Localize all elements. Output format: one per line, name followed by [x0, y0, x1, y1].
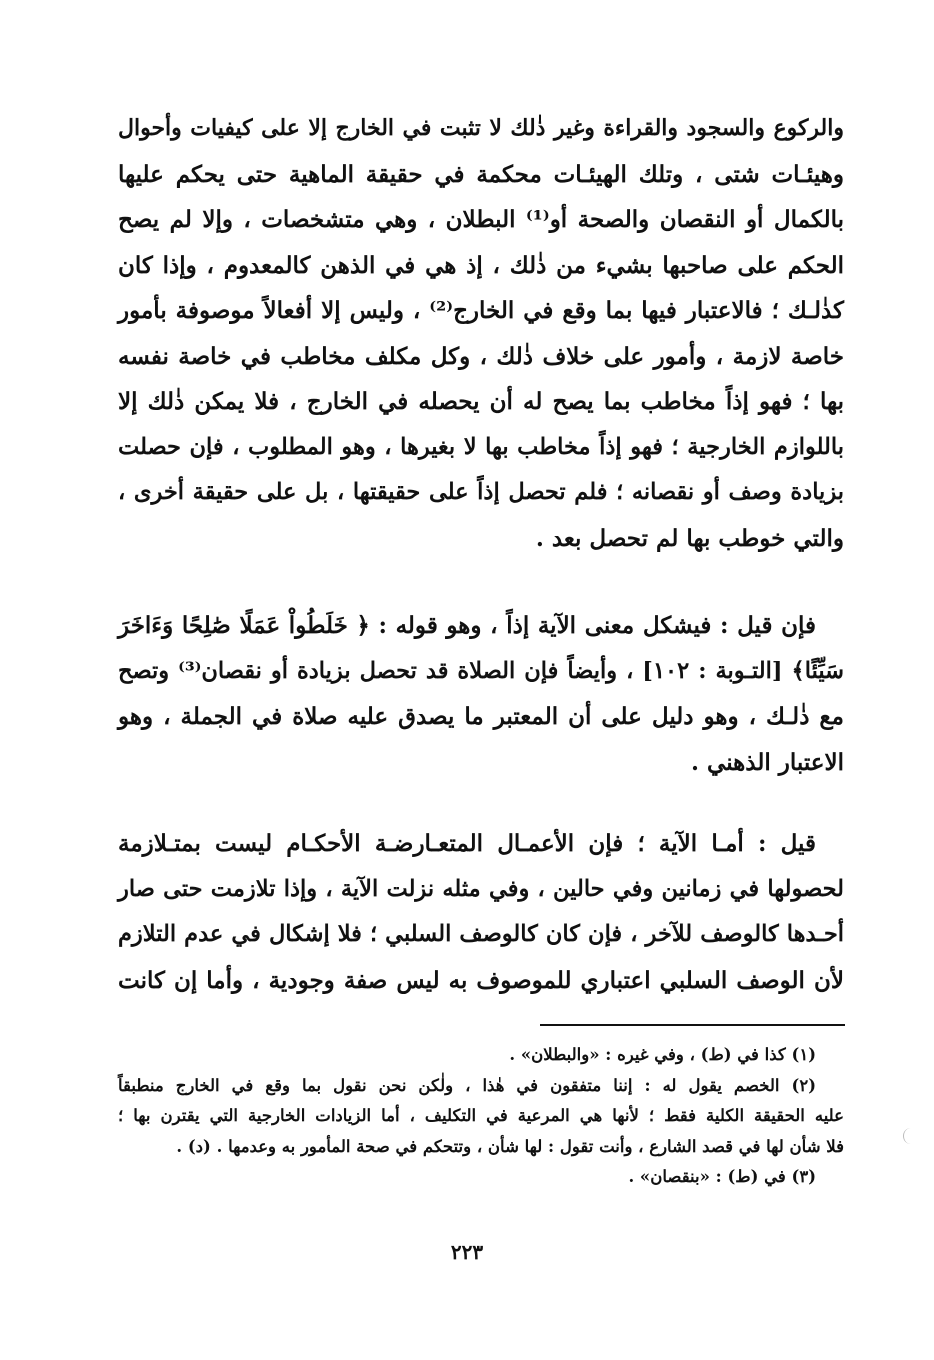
paragraph-1: [118, 106, 844, 561]
text-line: بها ؛ فهو إذاً مخاطب بما يصح له أن يحصله في الخارج ، فلا يمكن ذٰلك إلا: [118, 388, 844, 415]
footnote-divider: [540, 1024, 845, 1026]
text-line: كذٰلـك ؛ فالاعتبار فيها بما وقع في الخارج⁽²⁾ ، وليس إلا أفعالاً موصوفة بأمور: [118, 297, 845, 324]
text-line: لحصولها في زمانين وفي حالين ، وفي مثله نزلت الآية ، وإذا تلازمت حتى صار: [118, 875, 844, 902]
text-line: فإن قيل : فيشكل معنى الآية إذاً ، وهو قوله : ﴿ خَلَطُواْ عَمَلًا صَٰلِحًا وَءَاخَرَ: [118, 612, 816, 639]
text-line: قيل : أمـا الآية ؛ فإن الأعمـال المتعـارضـة الأحكـام ليست بمتـلازمة: [118, 830, 816, 857]
text-line: بزيادة وصف أو نقصانه ؛ فلم تحصل إذاً على حقيقتها ، بل على حقيقة أخرى ،: [118, 479, 844, 505]
text-line: مع ذٰلـك ، وهو دليل على أن المعتبر ما يصدق عليه صلاة في الجملة ، وهو: [118, 703, 844, 730]
footnotes: [118, 1040, 844, 1193]
scan-edge-mark: [903, 1128, 918, 1144]
footnote-2: (٢) الخصم يقول له : إننا متفقون في هٰذا ، ولٰكن نحن نقول بما وقع في الخارج منطبقاً: [118, 1075, 816, 1095]
text-line: بالكمال أو النقصان والصحة أو⁽¹⁾ البطلان ، وهي متشخصات ، وإلا لم يصح: [118, 206, 845, 233]
text-line: أحـدها كالوصف للآخر ، فإن كان كالوصف السلبي ؛ فلا إشكال في عدم التلازم: [118, 921, 844, 947]
paragraph-2: [118, 603, 844, 785]
text-line: وهيئـات شتى ، وتلك الهيئـات محكمة في حقيقة الماهية حتى يحكم عليها: [118, 160, 844, 188]
text-line: خاصة لازمة ، وأمور على خلاف ذٰلك ، وكل مكلف مخاطب في خاصة نفسه: [118, 342, 844, 370]
text-line: سَيِّئًا﴾ [التـوبة : ١٠٢] ، وأيضاً فإن الصلاة قد تحصل بزيادة أو نقصان⁽³⁾ وتصح: [118, 657, 844, 684]
footnote-2-continued: فلا شأن لها في قصد الشارع ، وأنت تقول : لها شأن ، وتتحكم في صحة المأمور به وعدمها . (د) .: [176, 1136, 844, 1156]
footnote-1: (١) كذا في (ط) ، وفي غيره : «والبطلان» .: [509, 1045, 816, 1064]
text-line: والتي خوطب بها لم تحصل بعد .: [535, 524, 844, 552]
paragraph-3: [118, 821, 844, 1003]
text-line: الحكم على صاحبها بشيء من ذٰلك ، إذ هي في الذهن كالمعدوم ، وإذا كان: [118, 251, 844, 279]
footnote-3: (٣) في (ط) : «بنقصان» .: [628, 1167, 816, 1186]
text-line: والركوع والسجود والقراءة وغير ذٰلك لا تثبت في الخارج إلا على كيفيات وأحوال: [118, 115, 844, 141]
footnote-2-continued: عليه الحقيقة الكلية فقط ؛ لأنها هي المرعية في التكليف ، أما الزيادات الخارجية التي يقترن بها ؛: [118, 1106, 844, 1125]
page-number: ٢٢٣: [450, 1240, 484, 1264]
text-line: الاعتبار الذهني .: [691, 748, 844, 776]
text-line: باللوازم الخارجية ؛ فهو إذاً مخاطب بها لا بغيرها ، وهو المطلوب ، فإن حصلت: [118, 433, 844, 460]
text-line: لأن الوصف السلبي اعتباري للموصوف به ليس صفة وجودية ، وأما إن كانت: [118, 966, 844, 994]
